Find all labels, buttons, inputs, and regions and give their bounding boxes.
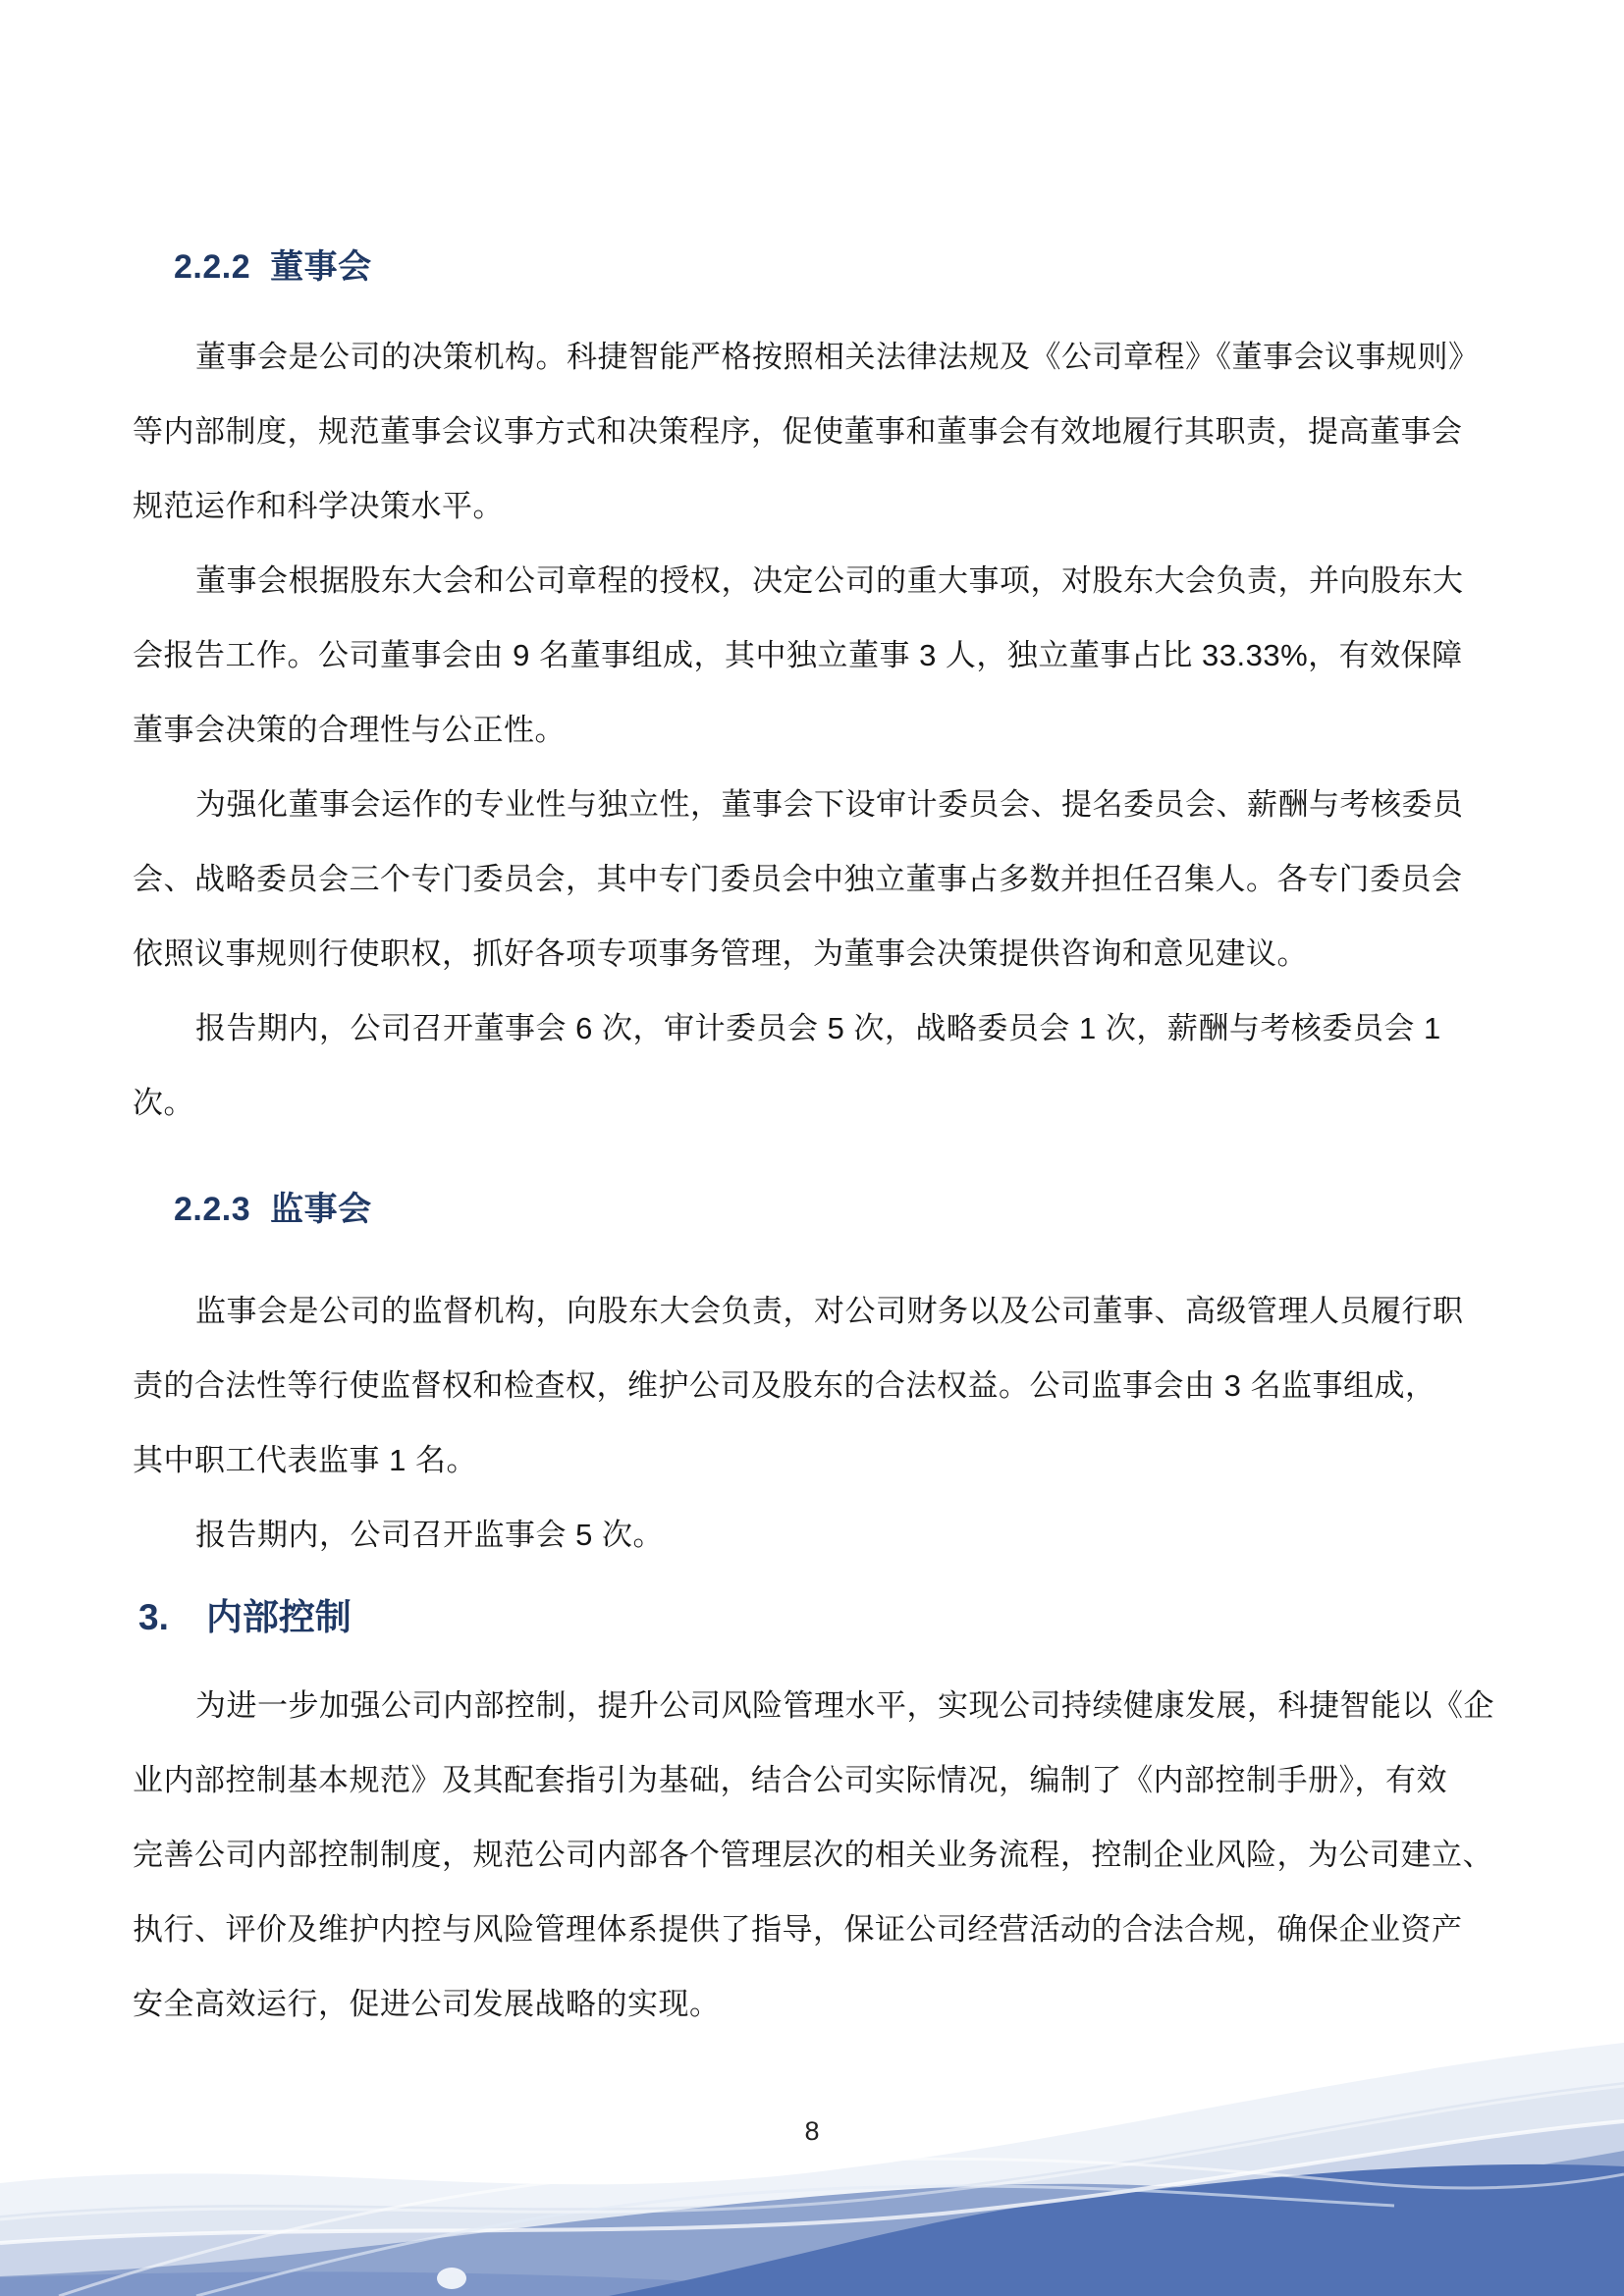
heading-supervisory (174, 1186, 1491, 1233)
paragraph-line: 报告期内，公司召开监事会 5 次。 (195, 1518, 664, 1552)
paragraph-line: 完善公司内部控制制度，规范公司内部各个管理层次的相关业务流程，控制企业风险，为公司建立、 (133, 1838, 1493, 1872)
paragraph-line: 为强化董事会运作的专业性与独立性，董事会下设审计委员会、提名委员会、薪酬与考核委员 (195, 787, 1464, 822)
paragraph-line: 等内部制度，规范董事会议事方式和决策程序，促使董事和董事会有效地履行其职责，提高董事会 (133, 414, 1463, 449)
heading-internal-control (138, 1592, 1491, 1643)
paragraph-line: 其中职工代表监事 1 名。 (133, 1443, 477, 1477)
paragraph-line: 安全高效运行，促进公司发展战略的实现。 (133, 1987, 721, 2021)
heading-board-number: 2.2.2 (174, 248, 251, 286)
paragraph-line: 董事会决策的合理性与公正性。 (133, 713, 566, 747)
paragraph-line: 会报告工作。公司董事会由 9 名董事组成，其中独立董事 3 人，独立董事占比 33.33%，有效保障 (133, 638, 1463, 672)
wave-dot (437, 2268, 466, 2289)
paragraph-line: 依照议事规则行使职权，抓好各项专项事务管理，为董事会决策提供咨询和意见建议。 (133, 936, 1308, 971)
paragraph-line: 董事会根据股东大会和公司章程的授权，决定公司的重大事项，对股东大会负责，并向股东大 (195, 563, 1464, 598)
paragraph-line: 执行、评价及维护内控与风险管理体系提供了指导，保证公司经营活动的合法合规，确保企业资产 (133, 1912, 1463, 1947)
paragraph-line: 业内部控制基本规范》及其配套指引为基础，结合公司实际情况，编制了《内部控制手册》，有效 (133, 1763, 1447, 1797)
heading-internal-control-title: 内部控制 (205, 1597, 352, 1637)
paragraph-line: 次。 (133, 1086, 194, 1120)
page-number: 8 (804, 2116, 820, 2146)
heading-internal-control-number: 3. (138, 1597, 169, 1637)
paragraph-line: 报告期内，公司召开董事会 6 次，审计委员会 5 次，战略委员会 1 次，薪酬与考核委员会 1 (195, 1011, 1441, 1045)
paragraph-line: 会、战略委员会三个专门委员会，其中专门委员会中独立董事占多数并担任召集人。各专门委员会 (133, 862, 1463, 896)
heading-supervisory-number: 2.2.3 (174, 1191, 251, 1228)
paragraph-line: 为进一步加强公司内部控制，提升公司风险管理水平，实现公司持续健康发展，科捷智能以《企 (195, 1688, 1494, 1723)
heading-board (174, 243, 1491, 291)
paragraph-line: 董事会是公司的决策机构。科捷智能严格按照相关法律法规及《公司章程》《董事会议事规则》 (195, 340, 1480, 374)
paragraph-line: 责的合法性等行使监督权和检查权，维护公司及股东的合法权益。公司监事会由 3 名监事组成， (133, 1368, 1436, 1403)
heading-board-title: 董事会 (270, 248, 372, 286)
heading-supervisory-title: 监事会 (270, 1191, 372, 1228)
paragraph-line: 规范运作和科学决策水平。 (133, 489, 504, 523)
paragraph-line: 监事会是公司的监督机构，向股东大会负责，对公司财务以及公司董事、高级管理人员履行职 (195, 1294, 1464, 1328)
